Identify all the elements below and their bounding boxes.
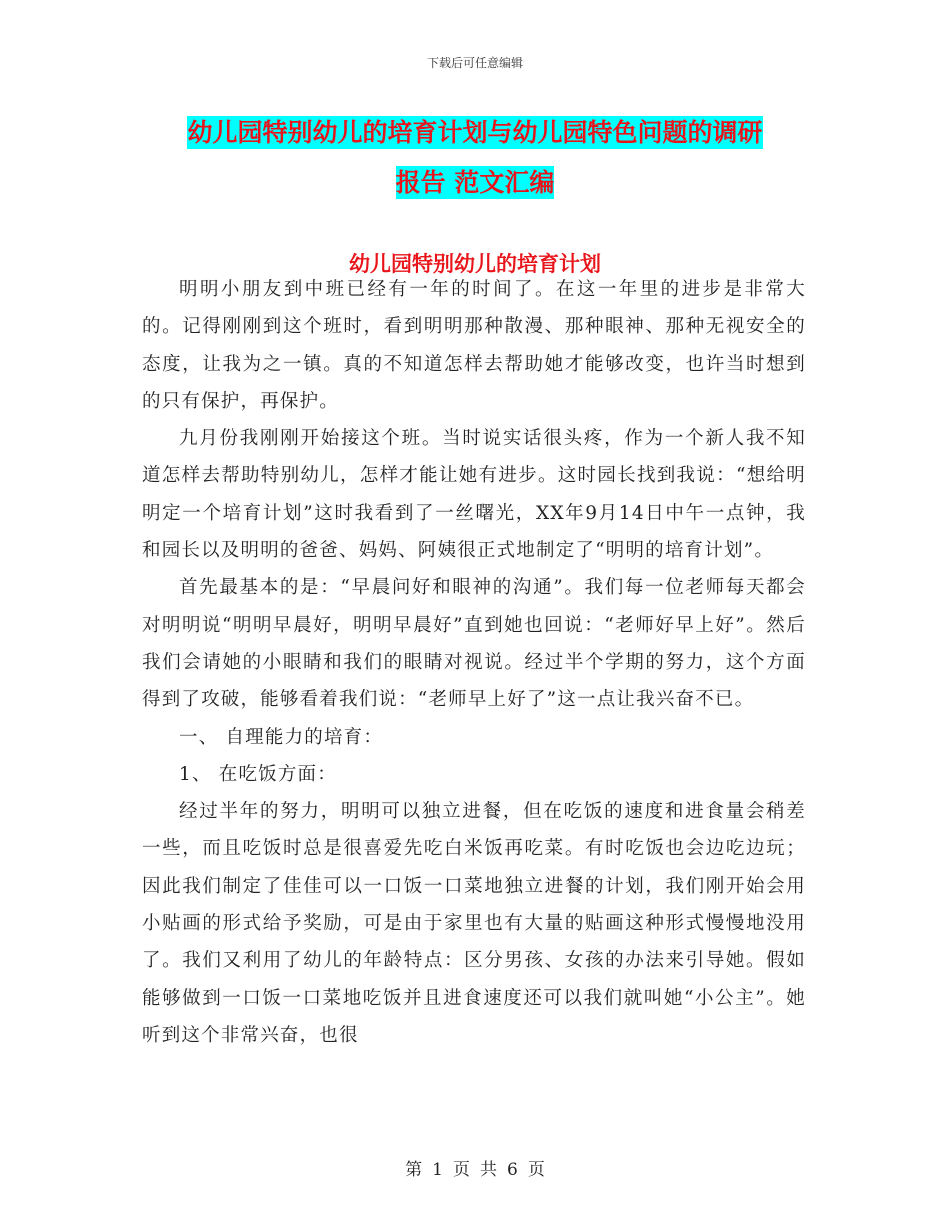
paragraph: 1、 在吃饭方面：	[179, 763, 337, 785]
footer-total-word: 共	[480, 1160, 497, 1180]
header-note: 下载后可任意编辑	[426, 56, 523, 70]
section-title: 幼儿园特别幼儿的培育计划	[349, 252, 601, 276]
body-text	[142, 271, 806, 1054]
paragraph: 一、 自理能力的培育：	[179, 726, 384, 748]
paragraph: 首先最基本的是：“早晨问好和眼神的沟通”。我们每一位老师每天都会对明明说“明明早晨好，明明早晨好”直到她也回说：“老师好早上好”。然后我们会请她的小眼睛和我们的眼睛对视说。经过半个学期的努力，这个方面得到了攻破，能够看着我们说：“老师早上好了”这一点让我兴奋不已。	[142, 577, 806, 711]
footer-suffix: 页	[527, 1160, 545, 1180]
title-line-1: 幼儿园特别幼儿的培育计划与幼儿园特色问题的调研	[187, 118, 763, 147]
document-title	[140, 108, 810, 208]
footer-prefix: 第	[405, 1160, 423, 1180]
footer-total-pages: 6	[507, 1160, 518, 1180]
page-footer	[0, 1155, 950, 1180]
paragraph: 经过半年的努力，明明可以独立进餐，但在吃饭的速度和进食量会稍差一些，而且吃饭时总是很喜爱先吃白米饭再吃菜。有时吃饭也会边吃边玩；因此我们制定了佳佳可以一口饭一口菜地独立进餐的计划，我们刚开始会用小贴画的形式给予奖励，可是由于家里也有大量的贴画这种形式慢慢地没用了。我们又利用了幼儿的年龄特点：区分男孩、女孩的办法来引导她。假如能够做到一口饭一口菜地吃饭并且进食速度还可以我们就叫她“小公主”。她听到这个非常兴奋，也很	[142, 801, 806, 1046]
title-line-2: 报告 范文汇编	[395, 168, 555, 197]
paragraph: 明明小朋友到中班已经有一年的时间了。在这一年里的进步是非常大的。记得刚刚到这个班时，看到明明那种散漫、那种眼神、那种无视安全的态度，让我为之一镇。真的不知道怎样去帮助她才能够改变，也许当时想到的只有保护，再保护。	[142, 279, 806, 412]
paragraph: 九月份我刚刚开始接这个班。当时说实话很头疼，作为一个新人我不知道怎样去帮助特别幼儿，怎样才能让她有进步。这时园长找到我说：“想给明明定一个培育计划”这时我看到了一丝曙光，XX年9月14日中午一点钟，我和园长以及明明的爸爸、妈妈、阿姨很正式地制定了“明明的培育计划”。	[142, 428, 806, 562]
footer-page-word: 页	[453, 1160, 470, 1180]
footer-page-number: 1	[432, 1160, 443, 1180]
